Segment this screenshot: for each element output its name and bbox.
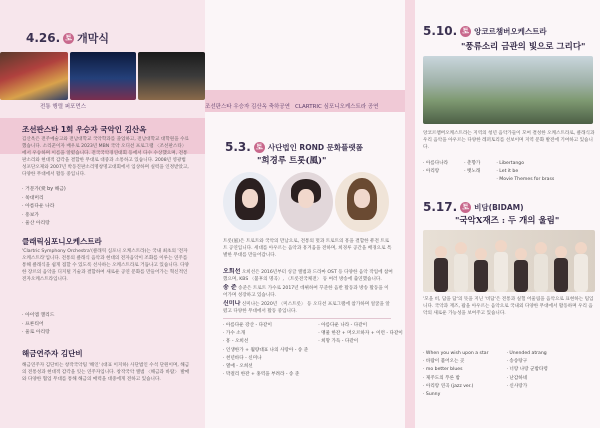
angkor-subtitle: "풍류소리 금관의 빛으로 그리다" bbox=[461, 42, 586, 52]
procession-photo bbox=[0, 52, 68, 100]
performer-oh bbox=[223, 268, 393, 282]
program-list-right bbox=[506, 350, 547, 399]
bidam-members-svg bbox=[423, 230, 595, 292]
list-item: · 가수 소개 bbox=[223, 330, 308, 338]
list-item: · 흥 - 오희선 bbox=[223, 338, 308, 346]
performer-text: 송준은 트로트 가수로 2017년 데뷔하여 꾸준한 음반 활동과 방송 활동을 이어가며 성장하고 있습니다. bbox=[223, 286, 389, 298]
list-item: · mo better blues bbox=[423, 366, 488, 374]
s2-program-list bbox=[22, 312, 54, 338]
caption-orchestra: CLARTRIC 심포니오케스트라 공연 bbox=[295, 104, 379, 110]
list-item: · 춘향가 bbox=[464, 160, 480, 168]
performer-name: 신미나 bbox=[223, 300, 241, 307]
opening-date-heading bbox=[26, 30, 109, 46]
list-item: · 아리랑 bbox=[423, 168, 448, 176]
list-item: · 막걸리 한잔 + 홍역을 부려라 - 송 준 bbox=[223, 371, 308, 379]
list-item: · 아이엠 캘리드 bbox=[22, 312, 54, 321]
s3-title: 해금연주자 김단비 bbox=[22, 349, 83, 358]
angkor-dow-badge: 토 bbox=[460, 26, 471, 37]
rond-date: 5.3. bbox=[225, 140, 251, 154]
bidam-dow-badge: 토 bbox=[460, 202, 471, 213]
list-item: · 아름다나라 bbox=[423, 160, 448, 168]
fold-strip bbox=[405, 0, 415, 428]
list-item: · 프론티어 bbox=[22, 321, 54, 330]
list-item: · 아름다운 나라 bbox=[22, 203, 66, 212]
list-item: · 난감하네 bbox=[506, 375, 547, 383]
list-item: · 인생한가 + 월량대표 나의 사랑아 - 송 준 bbox=[223, 347, 308, 355]
performer-text: 오희선은 2016년부터 싱글 앨범과 드라마 OST 등 다양한 음악 작업에 참여했으며, KBS 〈불후의 명곡〉, 〈트롯전국체전〉 등 여러 방송에 출연했습니다. bbox=[223, 270, 393, 282]
list-item: · 송송탕구 bbox=[506, 358, 547, 366]
list-item: · 맹물 한잔 + 머오르하자 + 이런 - 다같이 bbox=[318, 330, 403, 338]
performer-text: 신미나는 2020년 〈미스트롯〉 등 오디션 프로그램에 참가하며 얼굴을 알렸고 다양한 무대에서 활동 중입니다. bbox=[223, 302, 390, 314]
kim-sanok-photo bbox=[70, 52, 136, 100]
list-item: · 아름다운 강산 - 다같이 bbox=[223, 322, 308, 330]
opening-date: 4.26. bbox=[26, 31, 61, 45]
program-list-mid bbox=[464, 160, 480, 185]
angkor-body: 앙코르챔버오케스트라는 지역의 청년 음악가들이 모여 결성한 오케스트라로, 클래식과 우리 음악을 아우르는 다양한 레퍼토리를 선보이며 지역 문화 발전에 기여하고 있습니다. bbox=[423, 131, 595, 150]
s3-body: 해금연주자 김단비는 창작국악팀 '해인' (대표 이지하) 사단법인 수석 단원이며, 해금의 전통성과 현대적 감각을 잇는 연주자입니다. 창작국악 앨범 〈해금과 바람〉 발매와 다양한 협업 무대를 통해 해금의 매력을 대중에게 전하고 있습니다. bbox=[22, 363, 190, 382]
list-item: · Let it be bbox=[496, 168, 554, 176]
angkor-bidam-page bbox=[415, 0, 600, 428]
list-item: · 흥보가 bbox=[22, 212, 66, 221]
list-item: · 천년바다 - 신미나 bbox=[223, 355, 308, 363]
list-item: · 희망 가득 - 다같이 bbox=[318, 338, 403, 346]
angkor-orchestra-photo bbox=[423, 56, 593, 124]
angkor-date-heading bbox=[423, 24, 547, 38]
performer-photo-shin bbox=[335, 172, 389, 232]
performer-name: 송 준 bbox=[223, 284, 237, 291]
list-item: · Sunny bbox=[423, 391, 488, 399]
list-item: · 열애 - 오희선 bbox=[223, 363, 308, 371]
list-item: · When you wish upon a star bbox=[423, 350, 488, 358]
s1-body: 김산옥은 전주예술고와 전남대학교 국악학과를 졸업하고, 전남대학교 대학원을 수료했습니다. 소리꾼이자 배우로 2023년 MBN 국악 오디션 프로그램 〈조선판스타〉에서 우승하며 이름을 알렸습니다. 전국국악경연대회 등에서 다수 수상했으며, 전통 판소리와 현대적 감각을 결합한 무대로 대중과 소통하고 있습니다. 2008년 영광법성포단오제와 2007년 박동진판소리명창명고대회에서 입상하며 실력을 인정받았고, 다양한 무대에서 활동 중입니다. bbox=[22, 137, 189, 177]
bidam-body: '모을 비, 담을 담'의 뜻을 지닌 '비담'은 전통과 실험 어울림을 음악으로 표현하는 팀입니다. 국악과 재즈, 팝을 아우르는 음악으로 국내외 다양한 무대에서 활동하며 우리 음악의 새로운 가능성을 보여주고 있습니다. bbox=[423, 297, 594, 316]
performer-shin bbox=[223, 300, 393, 314]
program-list-right bbox=[318, 322, 403, 379]
opening-title: 개막식 bbox=[77, 32, 110, 45]
list-item: · 바람이 불어오는 곳 bbox=[423, 358, 488, 366]
caption-kim-sanok: 조선판스타 우승자 김산옥 축하공연 bbox=[205, 104, 290, 110]
divider bbox=[223, 318, 391, 319]
rond-page bbox=[205, 0, 405, 428]
program-list-left bbox=[423, 350, 488, 399]
performer-name: 오희선 bbox=[223, 268, 241, 275]
program-list-right bbox=[496, 160, 554, 185]
bidam-date: 5.17. bbox=[423, 200, 458, 214]
angkor-program bbox=[423, 160, 554, 185]
list-item: · 뱃노래 bbox=[464, 168, 480, 176]
bidam-subtitle: "국악X재즈 : 두 개의 울림" bbox=[455, 216, 560, 226]
list-item: · 거문가(愛 by 해금) bbox=[22, 186, 66, 195]
opening-page bbox=[0, 0, 205, 428]
s1-title: 조선판스타 1회 우승자 국악인 김산옥 bbox=[22, 125, 147, 134]
performer-photo-song bbox=[279, 172, 333, 232]
bidam-date-heading bbox=[423, 200, 524, 214]
program-list-left bbox=[423, 160, 448, 185]
rond-title: 사단법인 ROND 문화플랫폼 bbox=[267, 142, 363, 152]
performer-photo-oh bbox=[223, 172, 277, 232]
angkor-date: 5.10. bbox=[423, 24, 458, 38]
caption-procession: 전통 행렬 퍼포먼스 bbox=[40, 104, 87, 110]
orchestra-photo bbox=[138, 52, 205, 100]
list-item: · 신사랑가 bbox=[506, 383, 547, 391]
list-item: · 제주도의 푸른 밤 bbox=[423, 375, 488, 383]
s2-body: 'Clartric Symphony Orchestra'(클래릭 심포니 오케스트라)는 국내 최초의 '전자오케스트라'입니다. 전통의 클래식 음악과 현대의 전자음악이 조화를 이루는 연주를 통해 클래식을 쉽게 접할 수 있도록 선사하는 오케스트라로 거듭나고 있습니다. 다양한 장르의 음악을 디지털 기술과 결합하여 새로운 공연 문화를 만들어가는 혁신적인 전자오케스트라입니다. bbox=[22, 249, 189, 282]
list-item: · Movie Themes for brass bbox=[496, 176, 554, 184]
bidam-program bbox=[423, 350, 548, 399]
list-item: · 울산 아리랑 bbox=[22, 220, 66, 229]
list-item: · 울로 아리랑 bbox=[22, 329, 54, 338]
program-list-left bbox=[223, 322, 308, 379]
performer-song bbox=[223, 284, 393, 298]
bidam-group-photo bbox=[423, 230, 595, 292]
list-item: · Libertango bbox=[496, 160, 554, 168]
opening-dow-badge: 토 bbox=[63, 33, 74, 44]
rond-subtitle: "희경루 트롯(風)" bbox=[257, 156, 327, 166]
list-item: · 너랑 나랑 군밤타령 bbox=[506, 366, 547, 374]
list-item: · 쑥대머리 bbox=[22, 195, 66, 204]
list-item: · 아름다운 나라 - 다같이 bbox=[318, 322, 403, 330]
rond-program bbox=[223, 322, 403, 379]
s1-program-list bbox=[22, 186, 66, 229]
rond-date-heading bbox=[225, 140, 363, 154]
rond-body: 트롯(風)은 트로트와 국악의 만남으로, 전통의 멋과 트로트의 흥을 결합한 퓨전 트로트 공연입니다. 세대를 아우르는 음악과 흥겨움을 전하며, 희경루 공간을 배경으로 특별한 무대를 만들어갑니다. bbox=[223, 239, 392, 258]
s2-title: 클래릭심포니오케스트라 bbox=[22, 237, 102, 246]
list-item: · 아리랑 연곡 (jazz ver.) bbox=[423, 383, 488, 391]
list-item: · Unended atrang bbox=[506, 350, 547, 358]
rond-dow-badge: 토 bbox=[254, 142, 265, 153]
angkor-title: 앙코르챔버오케스트라 bbox=[474, 26, 547, 36]
bidam-title: 비담(BIDAM) bbox=[474, 202, 524, 212]
